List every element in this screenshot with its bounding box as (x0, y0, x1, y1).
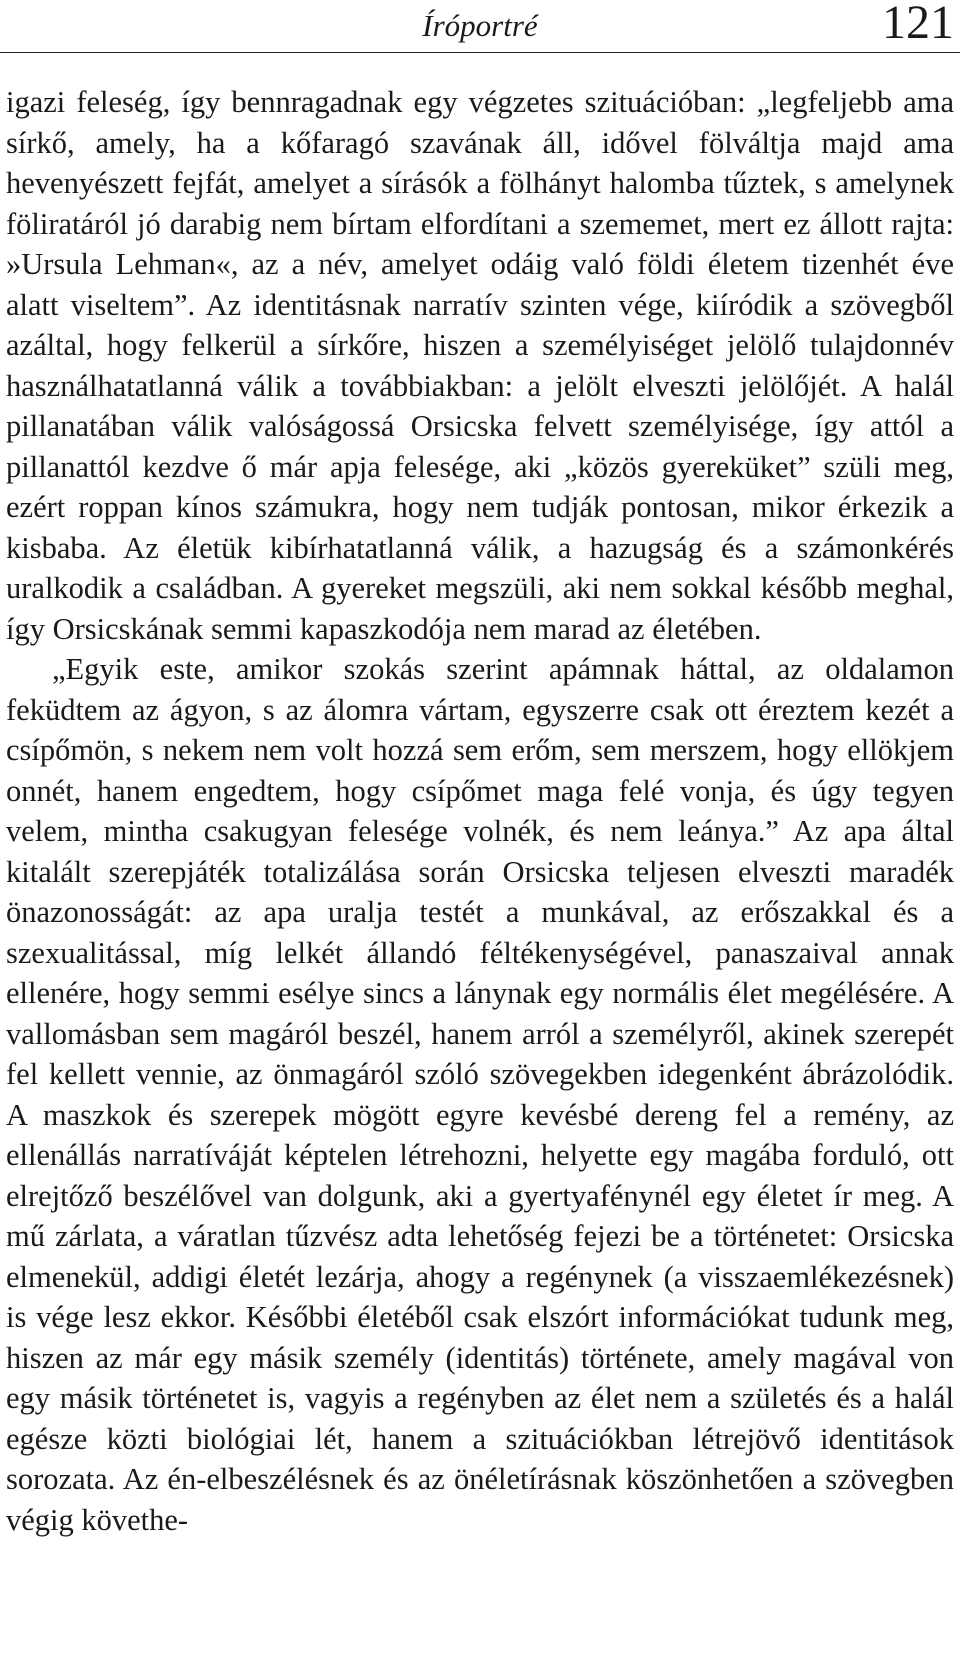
page-number: 121 (882, 0, 954, 49)
paragraph-2: „Egyik este, amikor szokás szerint apámnak háttal, az oldalamon feküdtem az ágyon, s az álomra vártam, egyszerre csak ott éreztem kezét a csípőmön, s nekem nem volt hozzá sem erőm, sem merszem, hogy ellökjem onnét, hanem engedtem, hogy csípőmet maga felé vonja, és úgy tegyen velem, mintha csakugyan felesége volnék, és nem leánya.” Az apa által kitalált szerepjáték totalizálása során Orsicska teljesen elveszti maradék önazonosságát: az apa uralja testét a munkával, az erőszakkal és a szexualitással, míg lelkét állandó féltékenységével, panaszaival annak ellenére, hogy semmi esélye sincs a lánynak egy normális élet megélésére. A vallomásban sem magáról beszél, hanem arról a személyről, akinek szerepét fel kellett vennie, az önmagáról szóló szövegekben idegenként ábrázolódik. A maszkok és szerepek mögött egyre kevésbé dereng fel a remény, az ellenállás narratíváját képtelen létrehozni, helyette egy magába forduló, ott elrejtőző beszélővel van dolgunk, aki a gyertyafénynél egy életet ír meg. A mű zárlata, a váratlan tűzvész adta lehetőség fejezi be a történetet: Orsicska elmenekül, addigi életét lezárja, ahogy a regénynek (a visszaemlékezésnek) is vége lesz ekkor. Későbbi életéből csak elszórt információkat tudunk meg, hiszen az már egy másik személy (identitás) története, amely magával von egy másik történetet is, vagyis a regényben az élet nem a születés és a halál egésze közti biológiai lét, hanem a szituációkban létrejövő identitások sorozata. Az én-elbeszélésnek és az önéletírásnak köszönhetően a szövegben végig követhe- (6, 652, 954, 1537)
running-title: Íróportré (422, 8, 538, 43)
running-header (0, 0, 960, 53)
paragraph-1: igazi feleség, így bennragadnak egy végzetes szituációban: „legfeljebb ama sírkő, amely, ha a kőfaragó szavának áll, idővel fölváltja majd ama hevenyészett fejfát, amelyet a sírásók a fölhányt halomba tűztek, s amelynek föliratáról jó darabig nem bírtam elfordítani a szememet, mert ez állott rajta: »Ursula Lehman«, az a név, amelyet odáig való földi életem tizenhét éve alatt viseltem”. Az identitásnak narratív szinten vége, kiíródik a szövegből azáltal, hogy felkerül a sírkőre, hiszen a személyiséget jelölő tulajdonnév használhatatlanná válik a továbbiakban: a jelölt elveszti jelölőjét. A halál pillanatában válik valóságossá Orsicska felvett személyisége, így attól a pillanattól kezdve ő már apja felesége, aki „közös gyereküket” szüli meg, ezért roppan kínos számukra, hogy nem tudják pontosan, mikor érkezik a kisbaba. Az életük kibírhatatlanná válik, a hazugság és a számonkérés uralkodik a családban. A gyereket megszüli, aki nem sokkal később meghal, így Orsicskának semmi kapaszkodója nem marad az életében. (6, 85, 954, 646)
body-text (6, 82, 954, 1540)
